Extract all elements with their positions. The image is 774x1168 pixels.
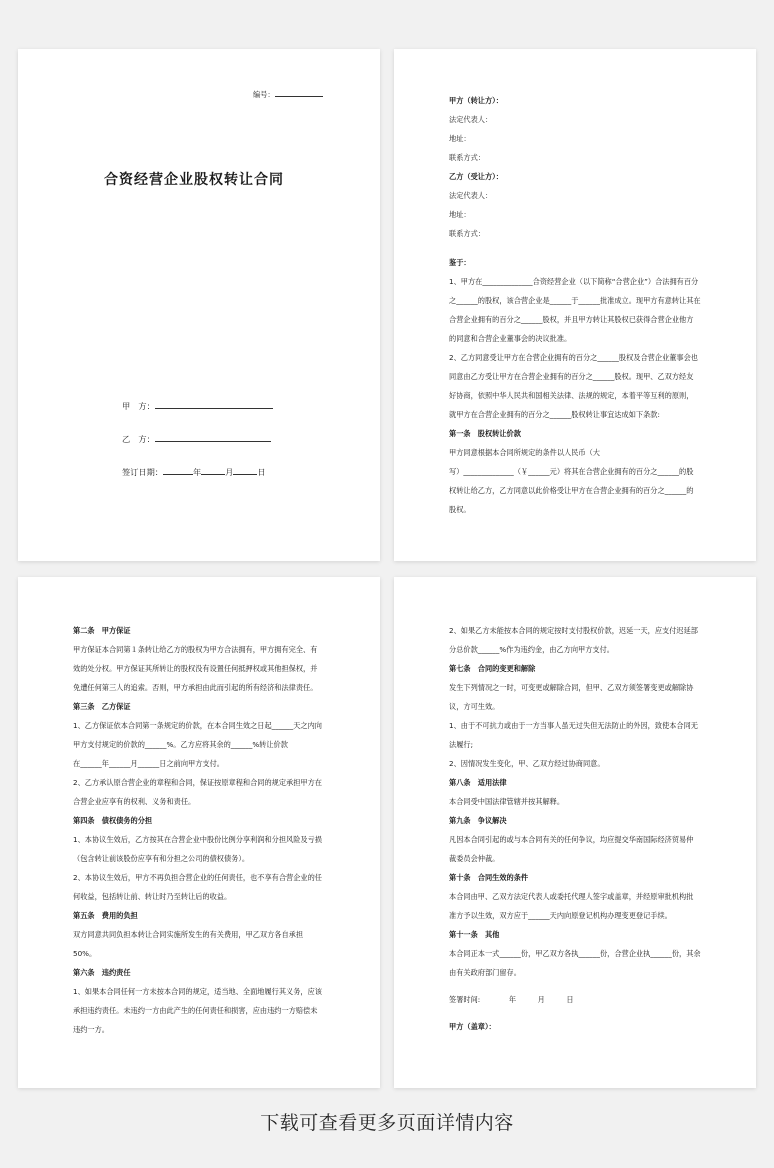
- text-line: [449, 1009, 704, 1017]
- page-3-body: [73, 621, 328, 1039]
- text-line: 2、乙方同意受让甲方在合营企业拥有的百分之______股权及合营企业董事会也: [449, 353, 698, 362]
- text-line: 合营企业拥有的百分之______股权，并且甲方转让其股权已获得合营企业他方: [449, 315, 694, 324]
- text-line: 法履行;: [449, 740, 473, 749]
- contract-number-label: 编号：: [253, 90, 275, 99]
- text-line: 裁委员会仲裁。: [449, 854, 500, 863]
- text-line: 鉴于：: [449, 258, 471, 267]
- text-line: 甲方（盖章）：: [449, 1022, 496, 1031]
- text-line: 何收益，包括转让前、转让时乃至转让后的收益。: [73, 892, 232, 901]
- text-line: 50%。: [73, 949, 97, 958]
- text-line: 甲方（转让方）：: [449, 96, 503, 105]
- day-blank: [233, 465, 257, 475]
- party-b-label: 乙 方：: [122, 434, 155, 444]
- text-line: 效的处分权。甲方保证其所转让的股权没有设置任何抵押权或其他担保权，并: [73, 664, 318, 673]
- text-line: 第十条 合同生效的条件: [449, 873, 529, 882]
- download-more-caption[interactable]: 下载可查看更多页面详情内容: [260, 1112, 514, 1134]
- text-line: （包含转让前该股份应享有和分担之公司的债权债务）。: [73, 854, 250, 863]
- party-a-blank: [155, 399, 273, 409]
- text-line: 承担违约责任。未违约一方由此产生的任何责任和损害，应由违约一方赔偿未: [73, 1006, 318, 1015]
- text-line: 地址：: [449, 210, 471, 219]
- text-line: 甲方支付规定的价款的______%。乙方应将其余的______%转让价款: [73, 740, 288, 749]
- text-line: 第十一条 其他: [449, 930, 500, 939]
- text-line: 之______的股权，该合营企业是______于______批准成立。现甲方有意转让其在: [449, 296, 701, 305]
- text-line: 法定代表人：: [449, 191, 493, 200]
- year-label: 年: [192, 467, 202, 477]
- text-line: 2、因情况发生变化，甲、乙双方经过协商同意。: [449, 759, 605, 768]
- text-line: 由有关政府部门留存。: [449, 968, 521, 977]
- document-page-4: [394, 577, 756, 1088]
- document-page-2: [394, 49, 756, 561]
- text-line: 第一条 股权转让价款: [449, 429, 521, 438]
- text-line: 第七条 合同的变更和解除: [449, 664, 536, 673]
- text-line: 股权。: [449, 505, 471, 514]
- day-label: 日: [257, 467, 266, 477]
- party-b-blank: [155, 432, 271, 442]
- text-line: 权转让给乙方，乙方同意以此价格受让甲方在合营企业拥有的百分之______的: [449, 486, 694, 495]
- text-line: 凡因本合同引起的或与本合同有关的任何争议，均应提交华南国际经济贸易仲: [449, 835, 694, 844]
- month-blank: [201, 465, 225, 475]
- text-line: 第四条 债权债务的分担: [73, 816, 153, 825]
- text-line: 1、乙方保证依本合同第一条规定的价款，在本合同生效之日起______天之内向: [73, 721, 322, 730]
- text-line: 1、甲方在______________合资经营企业（以下简称“合营企业”）合法拥有百分: [449, 277, 699, 286]
- party-a-label: 甲 方：: [122, 401, 155, 411]
- text-line: 1、如果本合同任何一方未按本合同的规定，适当地、全面地履行其义务，应该: [73, 987, 322, 996]
- page-4-body: [449, 621, 704, 1036]
- text-line: 好协商，依照中华人民共和国相关法律、法规的规定，本着平等互利的原则，: [449, 391, 694, 400]
- month-label: 月: [225, 467, 234, 477]
- document-page-3: [18, 577, 380, 1088]
- year-blank: [163, 465, 193, 475]
- sign-date-line: [122, 465, 266, 478]
- text-line: 发生下列情况之一时，可变更或解除合同，但甲、乙双方须签署变更或解除协: [449, 683, 694, 692]
- text-line: 合营企业应享有的权利、义务和责任。: [73, 797, 196, 806]
- text-line: 联系方式：: [449, 229, 485, 238]
- party-b-line: [122, 432, 271, 445]
- text-line: 违约一方。: [73, 1025, 109, 1034]
- text-line: [449, 982, 704, 990]
- text-line: 地址：: [449, 134, 471, 143]
- contract-title: 合资经营企业股权转让合同: [104, 172, 284, 188]
- text-line: 1、本协议生效后，乙方按其在合营企业中股份比例分享利润和分担风险及亏损: [73, 835, 322, 844]
- contract-number-blank: [275, 87, 323, 97]
- text-line: 本合同正本一式______份，甲乙双方各执______份，合营企业执______份，其余: [449, 949, 701, 958]
- text-line: 甲方保证本合同第１条转让给乙方的股权为甲方合法拥有，甲方拥有完全、有: [73, 645, 318, 654]
- text-line: 1、由于不可抗力或由于一方当事人虽无过失但无法防止的外因，致使本合同无: [449, 721, 698, 730]
- text-line: 本合同由甲、乙双方法定代表人或委托代理人签字或盖章，并经原审批机构批: [449, 892, 694, 901]
- text-line: 甲方同意根据本合同所规定的条件以人民币（大: [449, 448, 600, 457]
- text-line: [449, 243, 704, 253]
- text-line: 2、本协议生效后，甲方不再负担合营企业的任何责任，也不享有合营企业的任: [73, 873, 322, 882]
- contract-number: [253, 85, 323, 104]
- text-line: 第八条 适用法律: [449, 778, 507, 787]
- text-line: 签署时间: 年 月 日: [449, 995, 574, 1004]
- text-line: 第九条 争议解决: [449, 816, 507, 825]
- text-line: 准方予以生效，双方应于______天内向原登记机构办理变更登记手续。: [449, 911, 672, 920]
- text-line: 就甲方在合营企业拥有的百分之______股权转让事宜达成如下条款:: [449, 410, 660, 419]
- text-line: 乙方（受让方）：: [449, 172, 503, 181]
- text-line: 本合同受中国法律管辖并按其解释。: [449, 797, 565, 806]
- text-line: 第二条 甲方保证: [73, 626, 131, 635]
- page-2-body: [449, 91, 704, 519]
- text-line: 第六条 违约责任: [73, 968, 131, 977]
- document-page-cover: [18, 49, 380, 561]
- text-line: 议，方可生效。: [449, 702, 500, 711]
- text-line: 双方同意共同负担本转让合同实施所发生的有关费用，甲乙双方各自承担: [73, 930, 304, 939]
- text-line: 同意由乙方受让甲方在合营企业拥有的百分之______股权。现甲、乙双方经友: [449, 372, 694, 381]
- text-line: 第五条 费用的负担: [73, 911, 138, 920]
- text-line: 的同意和合营企业董事会的决议批准。: [449, 334, 572, 343]
- text-line: 2、乙方承认原合营企业的章程和合同，保证按原章程和合同的规定承担甲方在: [73, 778, 322, 787]
- text-line: 分总价款______%作为违约金，由乙方向甲方支付。: [449, 645, 614, 654]
- text-line: 法定代表人：: [449, 115, 493, 124]
- text-line: 第三条 乙方保证: [73, 702, 131, 711]
- text-line: 联系方式：: [449, 153, 485, 162]
- text-line: 在______年______月______日之前向甲方支付。: [73, 759, 224, 768]
- text-line: 2、如果乙方未能按本合同的规定按时支付股权价款，迟延一天，应支付迟延部: [449, 626, 698, 635]
- text-line: 免遭任何第三人的追索。否则，甲方承担由此而引起的所有经济和法律责任。: [73, 683, 318, 692]
- text-line: 写）______________（￥______元）将其在合营企业拥有的百分之______的股: [449, 467, 694, 476]
- sign-date-label: 签订日期：: [122, 467, 163, 477]
- party-a-line: [122, 399, 273, 412]
